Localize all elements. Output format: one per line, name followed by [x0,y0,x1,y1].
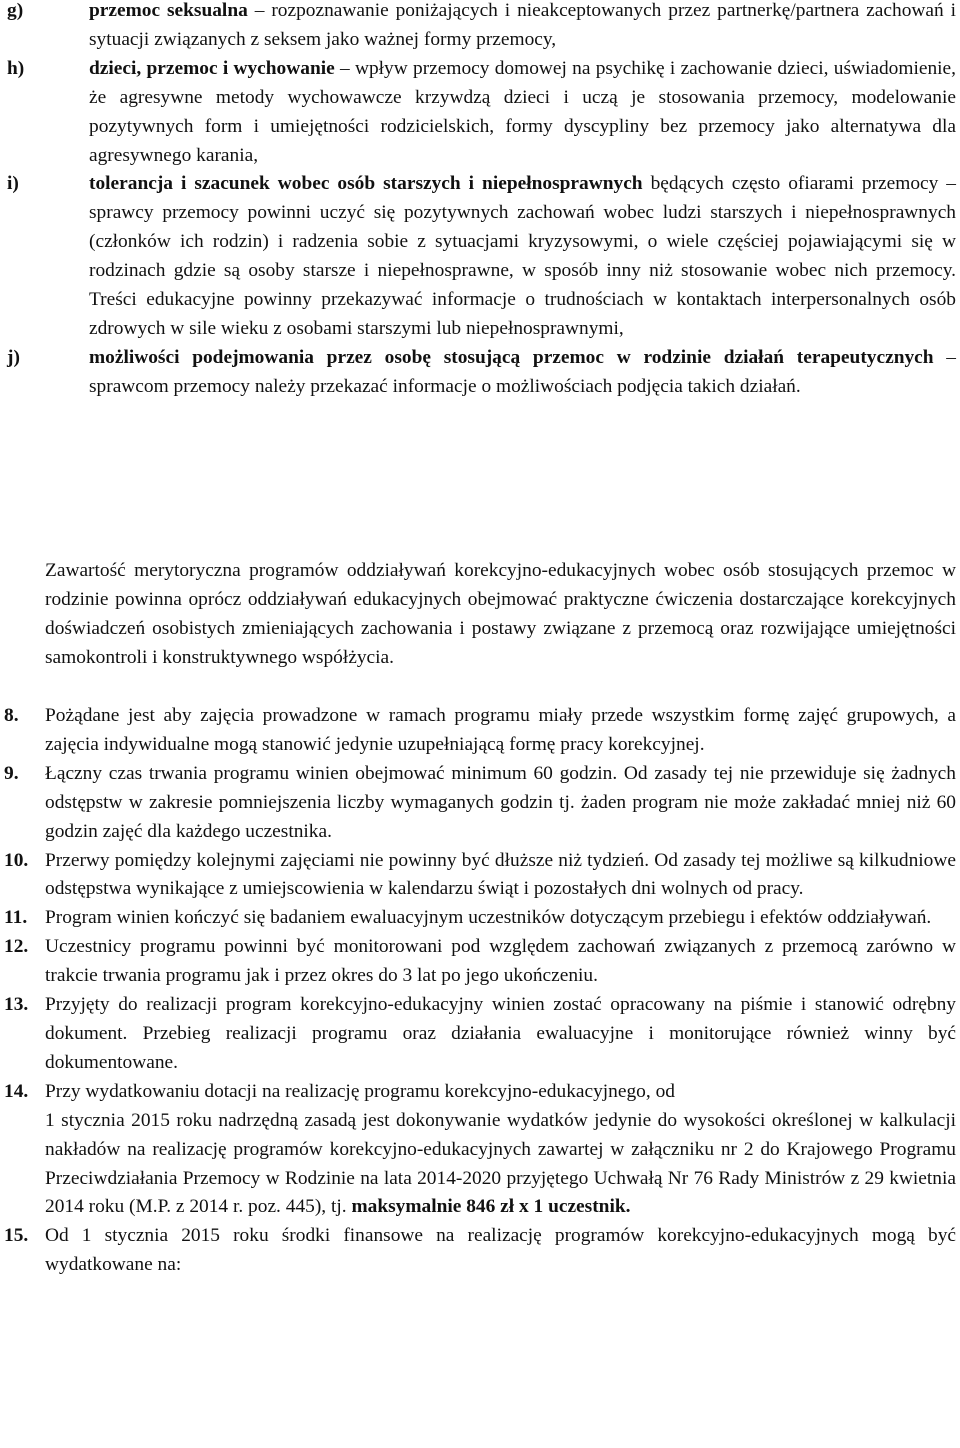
list-item-12 [0,933,960,991]
lettered-list [0,0,960,402]
item-heading: przemoc seksualna [89,0,248,21]
item-text: Przerwy pomiędzy kolejnymi zajęciami nie powinny być dłuższe niż tydzień. Od zasady tej możliwe są kilkudniowe odstępstwa wynikające z umiejscowienia w kalendarzu świąt i pozostałych dni wolnych od pracy. [45,849,956,900]
item-text: – wpływ przemocy domowej na psychikę i zachowanie dzieci, uświadomienie, że agresywne metody wychowawcze krzywdzą dzieci i uczą je stosowania przemocy, modelowanie pozytywnych form i umiejętności rodzicielskich, formy dyscypliny bez przemocy jako alternatywa dla agresywnego karania, [89,57,956,166]
item-text: będących często ofiarami przemocy – sprawcy przemocy powinni uczyć się pozytywnych zachowań wobec ludzi starszych i niepełnosprawnych (członków ich rodzin) i radzenia sobie z sytuacjami kryzysowymi, o wiele częściej pojawiającymi się w rodzinach gdzie są osoby starsze i niepełnosprawne, w sposób inny niż stosowanie wobec nich przemocy. Treści edukacyjne powinny przekazywać informacje o trudnościach w kontaktach interpersonalnych osób zdrowych w sile wieku z osobami starszymi lub niepełnosprawnymi, [89,173,956,339]
list-item-g [0,0,960,55]
list-item-j [0,344,960,402]
list-item-11 [0,904,960,933]
item-text: Uczestnicy programu powinni być monitorowani pod względem zachowań związanych z przemocą zarówno w trakcie trwania programu jak i przez okres do 3 lat po jego ukończeniu. [45,936,956,987]
list-marker: g) [7,0,24,21]
item-text: 1 stycznia 2015 roku nadrzędną zasadą jest dokonywanie wydatków jedynie do wysokości określonej w kalkulacji nakładów na realizację programów korekcyjno-edukacyjnych zawartej w załączniku nr 2 do Krajowego Programu Przeciwdziałania Przemocy w Rodzinie na lata 2014-2020 przyjętego Uchwałą Nr 76 Rady Ministrów z 29 kwietnia 2014 roku (M.P. z 2014 r. poz. 445), tj. [45,1109,956,1218]
item-text: – rozpoznawanie poniżających i nieakceptowanych przez partnerkę/partnera zachowań i sytuacji związanych z seksem jako ważnej formy przemocy, [89,0,956,50]
list-item-10 [0,847,960,905]
numbered-list [0,702,960,1280]
item-text: Łączny czas trwania programu winien obejmować minimum 60 godzin. Od zasady tej nie przewiduje się żadnych odstępstw w zakresie pomniejszenia liczby wymaganych godzin tj. żaden program nie może zakładać mniej niż 60 godzin zajęć dla każdego uczestnika. [45,762,956,842]
list-number: 10. [4,849,29,871]
list-marker: j) [7,346,20,368]
list-item-h [0,55,960,171]
item-text: Program winien kończyć się badaniem ewaluacyjnym uczestników dotyczącym przebiegu i efektów oddziaływań. [45,907,932,929]
list-item-14 [0,1078,960,1223]
list-number: 15. [4,1225,29,1247]
list-number: 14. [4,1080,29,1102]
item-text: Przyjęty do realizacji program korekcyjno-edukacyjny winien zostać opracowany na piśmie i stanowić odrębny dokument. Przebieg realizacji programu oraz działania ewaluacyjne i monitorujące również winny być dokumentowane. [45,994,956,1073]
content-paragraph: Zawartość merytoryczna programów oddziaływań korekcyjno-edukacyjnych wobec osób stosujących przemoc w rodzinie powinna oprócz oddziaływań edukacyjnych obejmować praktyczne ćwiczenia dostarczające korekcyjnych doświadczeń osobistych zmieniających zachowania i postawy związane z przemocą oraz rozwijające umiejętności samokontroli i konstruktywnego współżycia. [45,560,956,668]
list-item-8 [0,702,960,760]
list-number: 13. [4,994,29,1016]
list-marker: i) [7,173,19,195]
item-heading: dzieci, przemoc i wychowanie [89,57,335,79]
item-text: – sprawcom przemocy należy przekazać informacje o możliwościach podjęcia takich działań. [89,346,956,397]
list-marker: h) [7,57,25,79]
list-item-i [0,170,960,343]
item-heading: możliwości podejmowania przez osobę stosującą przemoc w rodzinie działań terapeutycznych [89,346,934,368]
list-item-13 [0,991,960,1078]
list-number: 11. [4,907,28,929]
list-item-15 [0,1222,960,1280]
list-number: 9. [4,762,19,784]
item-heading: tolerancja i szacunek wobec osób starszych i niepełnosprawnych [89,173,643,195]
list-item-9 [0,760,960,847]
list-number: 8. [4,705,19,726]
item-first-line: Przy wydatkowaniu dotacji na realizację programu korekcyjno-edukacyjnego, od [45,1080,675,1102]
item-emphasis: maksymalnie 846 zł x 1 uczestnik. [351,1196,631,1218]
item-text: Pożądane jest aby zajęcia prowadzone w ramach programu miały przede wszystkim formę zajęć grupowych, a zajęcia indywidualne mogą stanowić jedynie uzupełniającą formę pracy korekcyjnej. [45,705,956,755]
list-number: 12. [4,936,29,958]
item-text: Od 1 stycznia 2015 roku środki finansowe na realizację programów korekcyjno-edukacyjnych mogą być wydatkowane na: [45,1225,956,1276]
